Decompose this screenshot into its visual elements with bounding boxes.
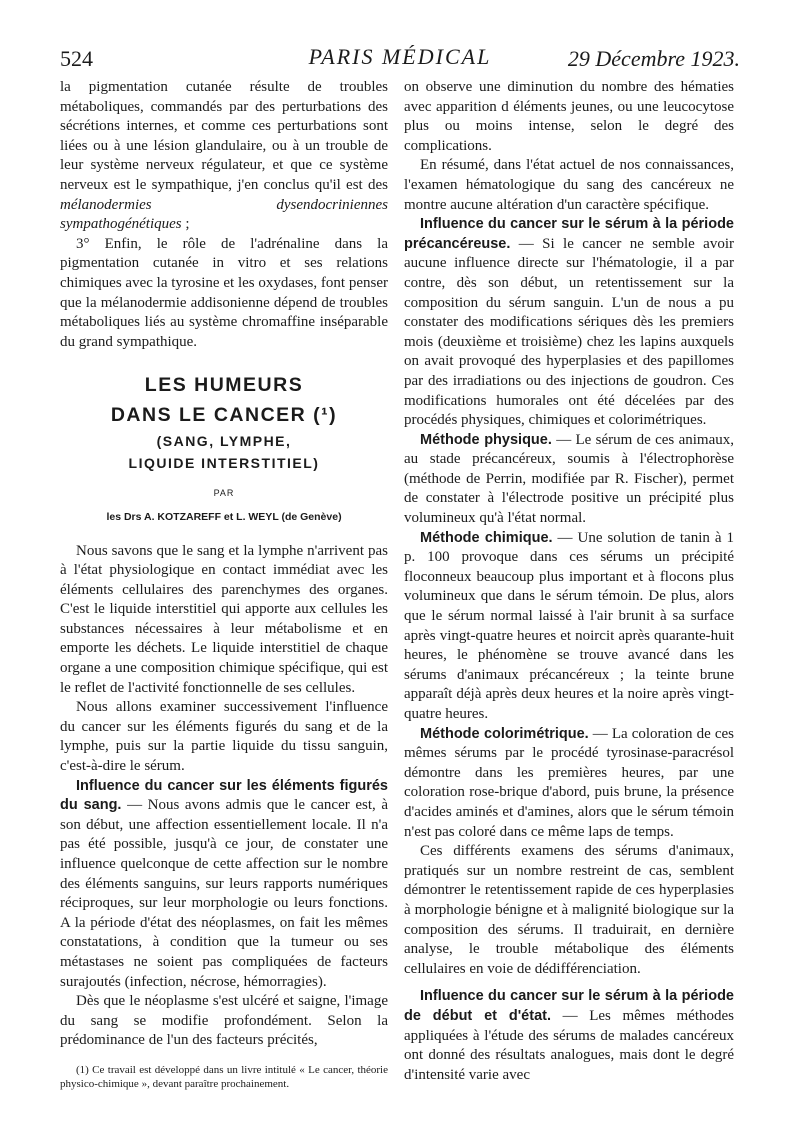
section-early-stage: Influence du cancer sur le sérum à la période de début et d'état. — Les mêmes méthodes appliquées à l'étude des sérums de malades cancéreux ont donné des résultats analogues, mais dont le degré d'intensité varie avec <box>404 988 735 1083</box>
journal-title: PARIS MÉDICAL <box>308 44 492 69</box>
italic-term: mélanodermies dysendocriniennes sympathogénétiques <box>60 196 388 233</box>
method-physical: Méthode physique. — Le sérum de ces animaux, au stade précancéreux, soumis à l'électrophorèse (méthode de Perrin, modifiée par R. Fischer), permet de constater à l'électrode positive un précipité plus volumineux qu'à l'état normal. <box>404 431 734 527</box>
method-heading: Méthode colorimétrique. <box>420 725 589 742</box>
intro-paragraph-2: 3° Enfin, le rôle de l'adrénaline dans la pigmentation cutanée in vitro et ses relations chimiques avec la tyrosine et les oxydases, font penser que la mélanodermie addisonienne dépend de troubles métaboliques liés au système chromaffine inséparable du grand sympathique. <box>60 235 388 350</box>
footnote: (1) Ce travail est développé dans un livre intitulé « Le cancer, théorie physico-chimique », devant paraître prochainement. <box>60 1063 388 1090</box>
article-title-line-1: LES HUMEURS <box>144 374 304 397</box>
method-chemical: Méthode chimique. — Une solution de tanin à 1 p. 100 provoque dans ces sérums un précipité floconneux beaucoup plus important et à flocons plus volumineux que dans le sérum témoin. De plus, alors que le sérum normal laissé à l'air brunit à sa surface après vingt-quatre heures et noircit après quarante-huit heures, le phénomène se trouve avancé dans les sérums d'animaux précancéreux ; la teinte brune apparaît déjà après deux heures et la noire après vingt-quatre heures. <box>404 529 734 722</box>
right-column <box>404 78 734 1085</box>
article-subtitle-line-1: (SANG, LYMPHE, <box>156 433 292 450</box>
left-column <box>60 78 388 1091</box>
conclusion-paragraph: Ces différents examens des sérums d'animaux, pratiqués sur un nombre restreint de cas, semblent démontrer le retentissement rapide de ces hyperplasies à morphologie bénigne et à malignité biologique sur la composition des sérums. Il traduirait, en dernière analyse, le trouble métabolique des éléments cellulaires en voie de dédifférenciation. <box>404 843 734 977</box>
body-paragraph-3: Dès que le néoplasme s'est ulcéré et saigne, l'image du sang se modifie profondément. Selon la prédominance de l'un des facteurs précités, <box>60 993 388 1049</box>
page-number: 524 <box>60 46 93 71</box>
section-blood-elements: Influence du cancer sur les éléments figurés du sang. — Nous avons admis que le cancer est, à son début, une affection essentiellement locale. Il n'a pas été possible, jusqu'à ce jour, de constater une influence quelconque de cette affection sur le nombre des éléments sanguins, sur leurs rapports numériques réciproques, sur leur morphologie ou leurs fonctions. A la période d'état des néoplasmes, on fait les mêmes constatations, à condition que la tumeur ou ses métastases ne soient pas compliquées de facteurs surajoutés (infection, nécrose, hémorragies). <box>60 777 388 990</box>
method-heading: Méthode chimique. <box>420 529 553 546</box>
byline-par: PAR <box>213 488 235 499</box>
method-heading: Méthode physique. <box>420 431 552 448</box>
continued-paragraph: on observe une diminution du nombre des hématies avec apparition d éléments jeunes, ou une leucocytose plus ou moins intense, selon le degré des complications. <box>404 79 734 154</box>
intro-paragraph-1: la pigmentation cutanée résulte de troubles métaboliques, commandés par des perturbations des sécrétions internes, et comme ces perturbations sont liées ou à une lésion glandulaire, ou à un trouble de leur système nerveux régulateur, et que ce système nerveux est le sympathique, j'en conclus qu'il est des mélanodermies dysendocriniennes sympathogénétiques ; <box>60 79 388 233</box>
section-precancerous: Influence du cancer sur le sérum à la période précancéreuse. — Si le cancer ne semble avoir aucune influence directe sur l'hématologie, il a par contre, dès son début, un retentissement sur la composition du sérum sanguin. L'un de nous a pu constater des modifications sériques dès les premiers mois (deuxième et troisième) chez les lapins auxquels on avait provoqué des hyperplasies et des papillomes par des irradiations ou des injections de goudron. Ces modifications humorales ont été décelées par des procédés physiques, chimiques et colorimétriques. <box>404 216 734 429</box>
authors: les Drs A. KOTZAREFF et L. WEYL (de Genève) <box>106 510 342 523</box>
page-header <box>60 40 740 76</box>
body-paragraph-1: Nous savons que le sang et la lymphe n'arrivent pas à l'état physiologique en contact immédiat avec les éléments cellulaires des parenchymes des organes. C'est le liquide interstitiel qui apporte aux cellules les substances nécessaires à leur métabolisme et en emporte les déchets. Le liquide interstitiel de chaque organe a une composition chimique spécifique, qui est le reflet de l'activité fonctionnelle de ses cellules. <box>60 542 388 696</box>
method-colorimetric: Méthode colorimétrique. — La coloration de ces mêmes sérums par le procédé tyrosinase-paracrésol démontre dans les premières heures, par une coloration rose-brique d'abord, puis brune, la présence d'acides aminés et d'amines, alors que le sérum témoin n'est pas coloré dans ce même laps de temps. <box>404 725 734 840</box>
section-heading: Influence du cancer sur le sérum à la période de début et d'état. <box>404 988 734 1024</box>
body-paragraph-2: Nous allons examiner successivement l'influence du cancer sur les éléments figurés du sang et de la lymphe, puis sur la partie liquide du tissu sanguin, c'est-à-dire le sérum. <box>60 699 388 775</box>
section-heading: Influence du cancer sur les éléments figurés du sang. <box>60 777 388 814</box>
article-title-line-2: DANS LE CANCER (¹) <box>110 404 338 427</box>
issue-date: 29 Décembre 1923. <box>567 46 740 71</box>
summary-paragraph: En résumé, dans l'état actuel de nos connaissances, l'examen hématologique du sang des cancéreux ne montre aucune altération d'un caractère spécifique. <box>404 157 734 213</box>
section-heading: Influence du cancer sur le sérum à la période précancéreuse. <box>404 216 734 252</box>
article-subtitle-line-2: LIQUIDE INTERSTITIEL) <box>128 455 320 472</box>
